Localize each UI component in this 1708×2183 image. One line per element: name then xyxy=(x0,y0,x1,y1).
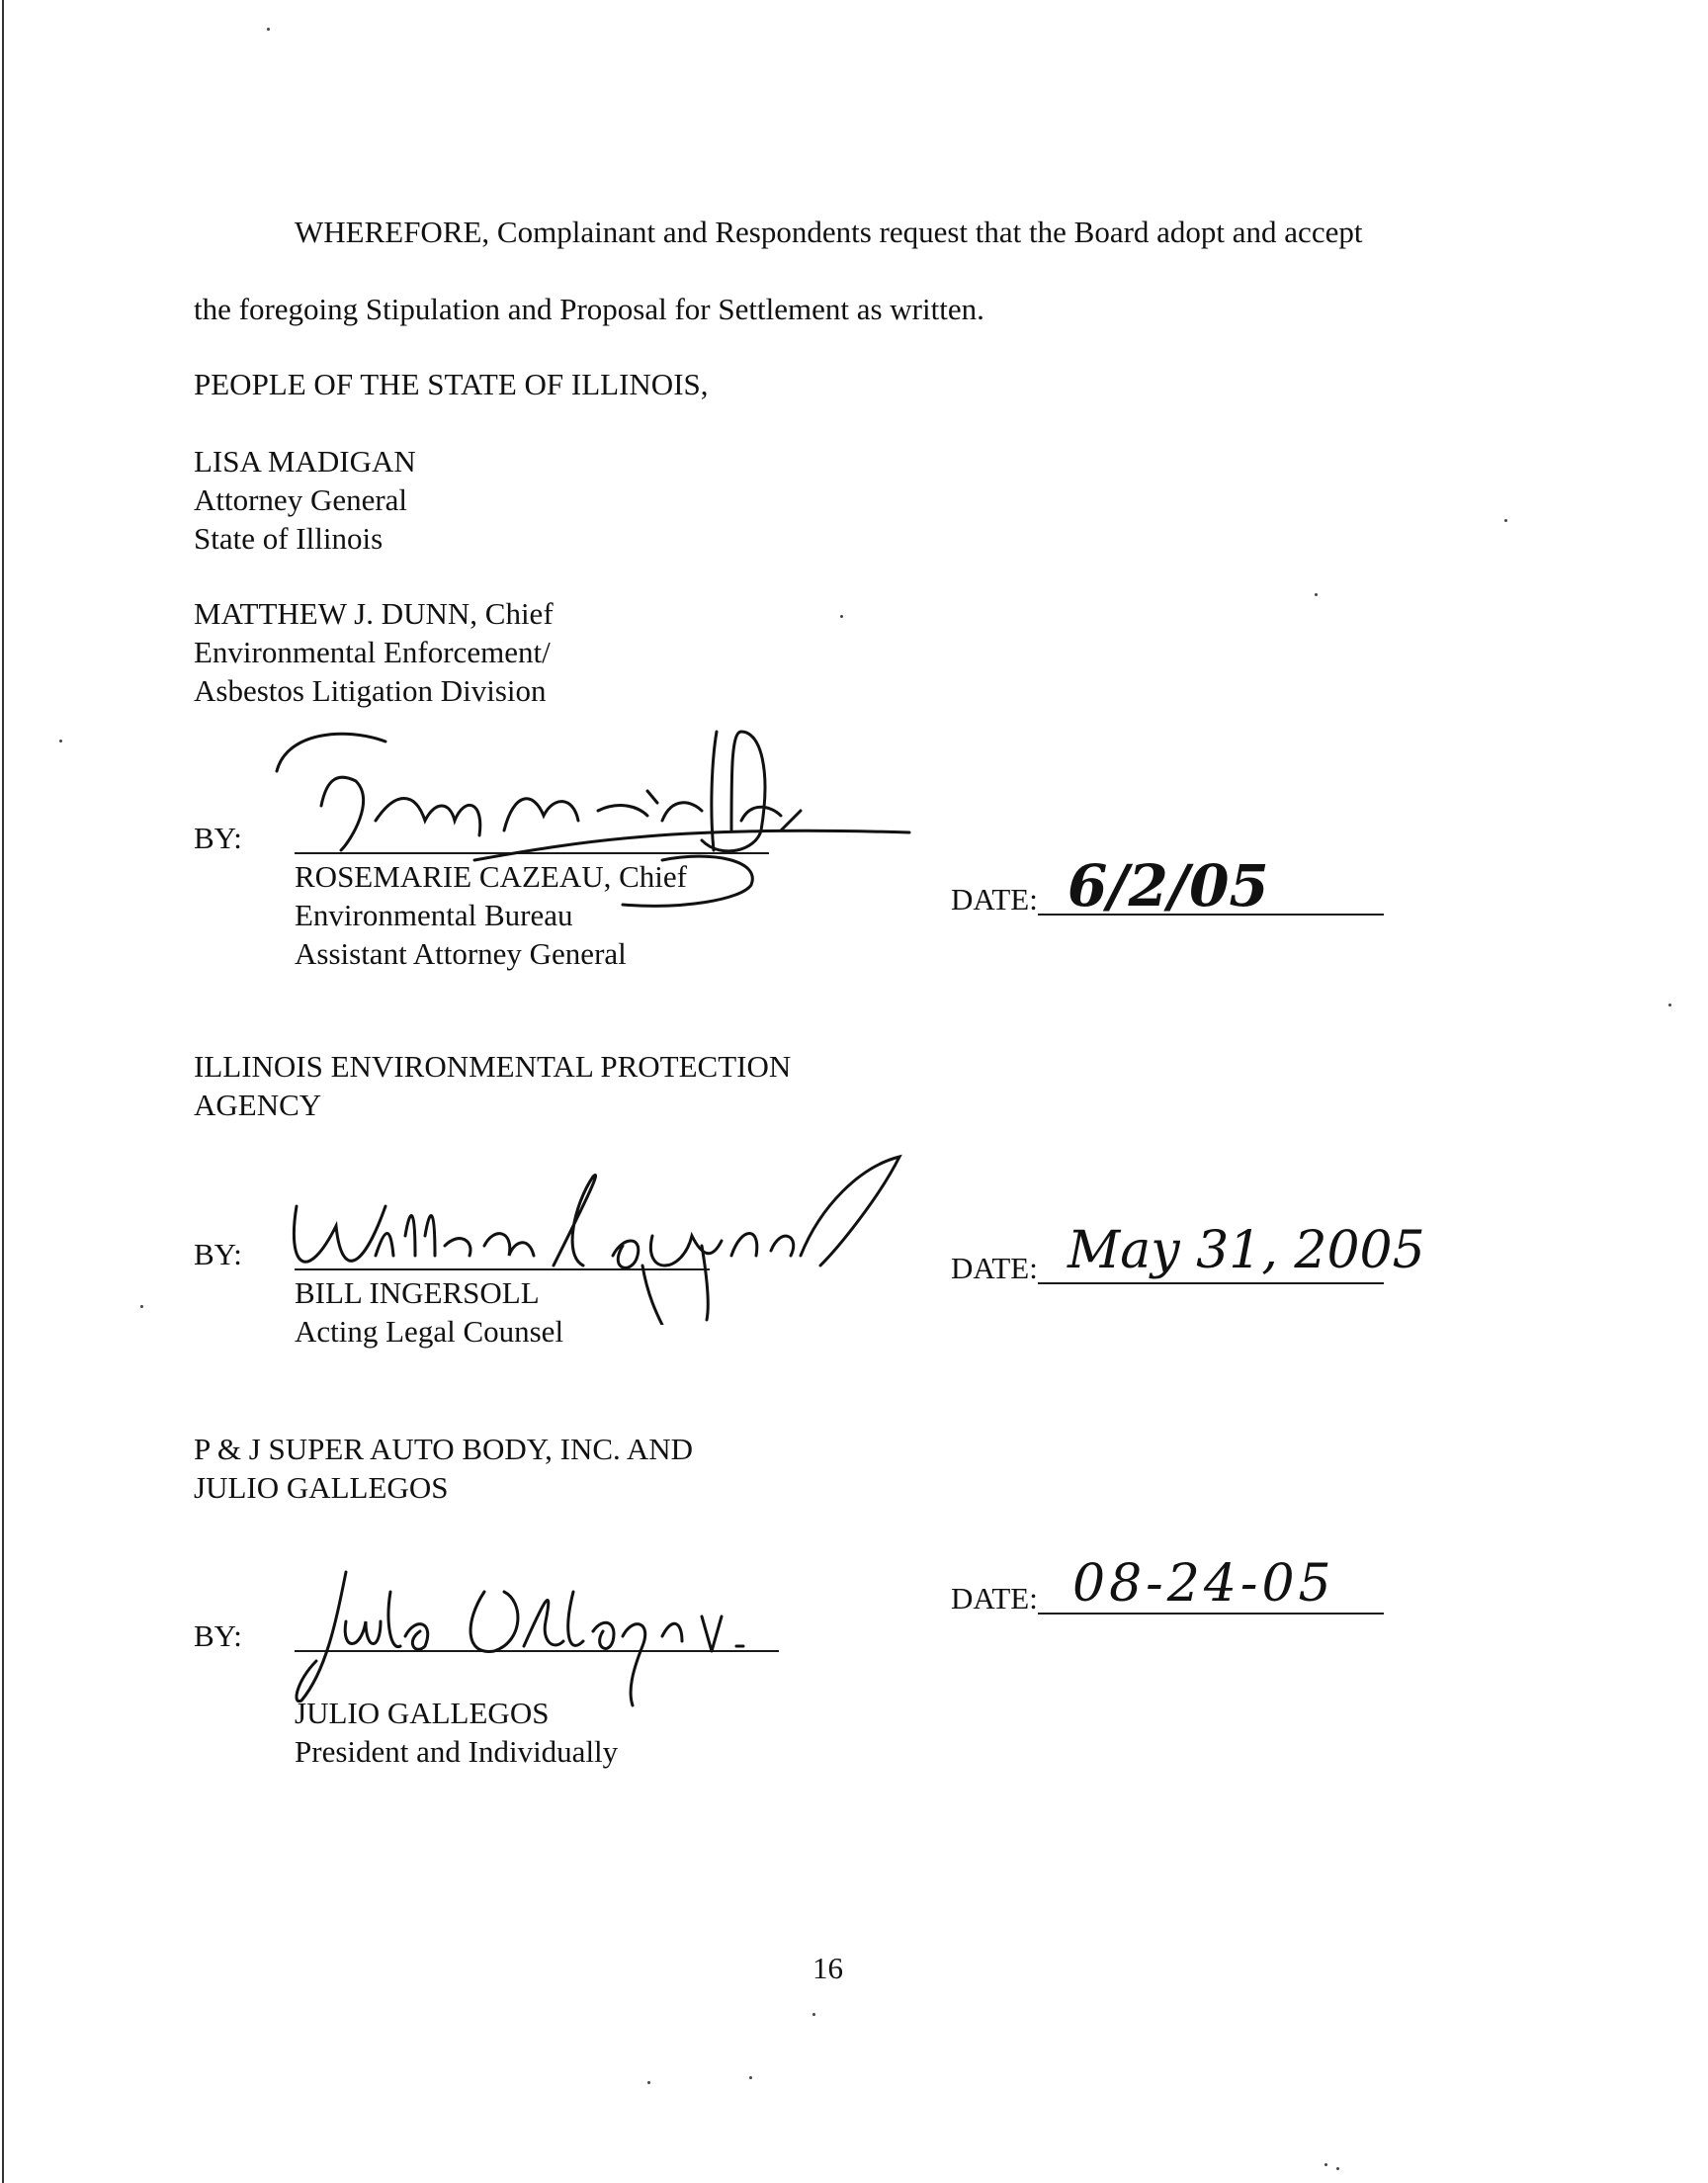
iepa-signer-title: Acting Legal Counsel xyxy=(295,1314,564,1349)
respondent-date-label: DATE: xyxy=(951,1581,1038,1615)
scan-speck xyxy=(1315,593,1318,596)
chief-name: MATTHEW J. DUNN, Chief xyxy=(194,596,554,631)
iepa-by-label: BY: xyxy=(194,1237,242,1271)
iepa-date-line xyxy=(1038,1282,1384,1284)
scan-speck xyxy=(267,28,270,31)
people-heading: PEOPLE OF THE STATE OF ILLINOIS, xyxy=(194,367,709,401)
chief-division-2: Asbestos Litigation Division xyxy=(194,673,547,708)
scan-speck xyxy=(1324,2163,1327,2166)
scan-speck xyxy=(749,2076,752,2079)
people-signer-title-1: Environmental Bureau xyxy=(295,898,573,932)
people-date-label: DATE: xyxy=(951,882,1038,917)
respondent-by-label: BY: xyxy=(194,1618,242,1653)
scan-speck xyxy=(812,2013,815,2016)
scan-speck xyxy=(59,740,62,742)
body-line-1: WHEREFORE, Complainant and Respondents request that the Board adopt and accept xyxy=(295,215,1363,249)
scan-speck xyxy=(647,2081,650,2084)
ag-state: State of Illinois xyxy=(194,521,384,556)
people-signer-title-2: Assistant Attorney General xyxy=(295,936,627,971)
julio-gallegos-signature xyxy=(287,1562,801,1710)
respondent-heading-2: JULIO GALLEGOS xyxy=(194,1470,449,1505)
respondent-signer-name: JULIO GALLEGOS xyxy=(295,1696,550,1730)
page-number: 16 xyxy=(812,1951,843,1985)
scan-left-edge xyxy=(2,0,4,2183)
iepa-heading-1: ILLINOIS ENVIRONMENTAL PROTECTION xyxy=(194,1049,792,1084)
respondent-heading-1: P & J SUPER AUTO BODY, INC. AND xyxy=(194,1432,694,1466)
scan-speck xyxy=(1504,519,1507,522)
iepa-date-handwritten: May 31, 2005 xyxy=(1068,1221,1425,1280)
scan-speck xyxy=(840,615,843,618)
body-line-2: the foregoing Stipulation and Proposal for Settlement as written. xyxy=(194,292,984,326)
scan-speck xyxy=(1668,1004,1671,1006)
scan-speck xyxy=(140,1305,143,1308)
scan-speck xyxy=(1336,2167,1339,2170)
people-by-label: BY: xyxy=(194,821,242,855)
respondent-signer-title: President and Individually xyxy=(295,1734,619,1769)
people-date-handwritten: 6/2/05 xyxy=(1068,852,1269,919)
ag-title: Attorney General xyxy=(194,482,408,517)
iepa-date-label: DATE: xyxy=(951,1251,1038,1285)
iepa-signer-name: BILL INGERSOLL xyxy=(295,1275,540,1310)
people-signer-name: ROSEMARIE CAZEAU, Chief xyxy=(295,859,687,894)
ag-name: LISA MADIGAN xyxy=(194,444,416,479)
iepa-heading-2: AGENCY xyxy=(194,1088,322,1122)
chief-division-1: Environmental Enforcement/ xyxy=(194,635,551,669)
respondent-date-handwritten: 08-24-05 xyxy=(1072,1554,1335,1614)
